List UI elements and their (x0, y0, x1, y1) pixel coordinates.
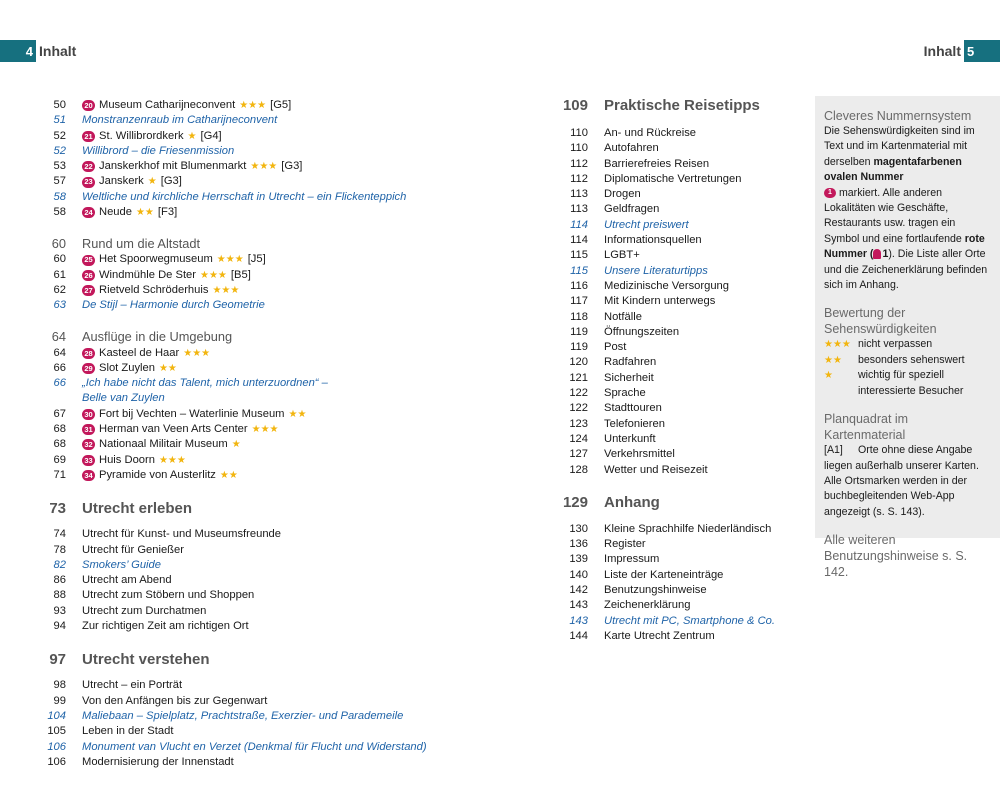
toc-entry-title: Post (604, 341, 627, 354)
rating-stars-icon: ★★ (219, 469, 238, 481)
toc-entry-title: Diplomatische Vertretungen (604, 172, 742, 185)
toc-page-number: 63 (53, 299, 66, 312)
toc-entry-title: Unterkunft (604, 432, 656, 445)
toc-feature-entry[interactable] (40, 558, 480, 573)
toc-page-number: 120 (569, 356, 588, 369)
toc-entry[interactable] (558, 447, 798, 462)
rating-stars-icon: ★★ (824, 354, 842, 366)
toc-entry-title: Verkehrsmittel (604, 448, 675, 461)
toc-entry-title: Medizinische Versorgung (604, 279, 729, 292)
toc-entry[interactable] (40, 422, 480, 437)
rating-stars-icon: ★★★ (251, 424, 279, 436)
toc-page-number: 57 (53, 175, 66, 188)
toc-page-number: 93 (53, 604, 66, 617)
toc-entry[interactable] (558, 355, 798, 370)
toc-entry[interactable] (558, 568, 798, 583)
toc-entry-title: Impressum (604, 553, 660, 566)
toc-entry-title: Utrecht preiswert (604, 218, 689, 231)
toc-entry-title: Register (604, 538, 646, 551)
toc-entry-title: Radfahren (604, 356, 657, 369)
toc-entry-title: Museum Catharijneconvent (99, 99, 236, 111)
rating-legend-row (824, 353, 990, 368)
toc-block-anhang (558, 522, 798, 644)
toc-page-number: 116 (570, 279, 588, 292)
toc-entry-title: Utrecht am Abend (82, 574, 172, 587)
toc-entry-title: Utrecht für Genießer (82, 543, 184, 556)
toc-page-number: 50 (53, 99, 66, 111)
toc-page-number: 123 (569, 417, 588, 430)
toc-entry[interactable] (40, 724, 480, 739)
toc-entry[interactable] (558, 537, 798, 552)
toc-feature-entry[interactable] (40, 709, 480, 724)
toc-page-number: 121 (569, 371, 588, 384)
toc-feature-entry[interactable] (558, 218, 798, 233)
toc-chapter-anhang[interactable]: 129 Anhang (562, 494, 660, 512)
toc-page-number: 58 (53, 206, 66, 219)
toc-entry-title: Wetter und Reisezeit (604, 463, 708, 476)
toc-entry-title: Stadttouren (604, 402, 662, 415)
sight-number-badge: 31 (82, 424, 95, 435)
toc-entry[interactable] (558, 202, 798, 217)
toc-entry-title: Monstranzenraub im Catharijneconvent (82, 114, 278, 127)
toc-entry[interactable] (558, 371, 798, 386)
toc-entry-title: An- und Rückreise (604, 127, 697, 139)
toc-entry[interactable] (558, 432, 798, 447)
toc-entry[interactable] (558, 141, 798, 156)
toc-page-number: 110 (570, 142, 588, 155)
toc-entry-title: Mit Kindern unterwegs (604, 295, 716, 308)
toc-page-number: 110 (570, 127, 588, 139)
toc-entry[interactable] (40, 604, 480, 619)
toc-entry-title: Fort bij Vechten – Waterlinie Museum (99, 407, 285, 420)
rating-stars-icon: ★★★ (216, 254, 244, 266)
toc-entry[interactable] (558, 386, 798, 401)
toc-page-number: 99 (53, 694, 66, 707)
toc-block-rund-um (40, 252, 480, 313)
sight-number-badge: 34 (82, 470, 95, 481)
toc-entry[interactable] (40, 159, 480, 174)
toc-entry[interactable] (40, 755, 480, 770)
map-grid-reference: [F3] (157, 206, 178, 219)
toc-feature-entry[interactable] (40, 144, 480, 159)
toc-entry-title: Sprache (604, 387, 646, 400)
toc-feature-entry[interactable] (40, 376, 480, 391)
toc-entry-title: Monument van Vlucht en Verzet (Denkmal für Flucht und Widerstand) (82, 740, 427, 753)
toc-entry-title: Benutzungshinweise (604, 584, 707, 597)
toc-page-number: 143 (569, 614, 588, 627)
toc-entry[interactable] (40, 527, 480, 542)
rating-stars-icon: ★★ (288, 408, 307, 420)
toc-entry[interactable] (558, 233, 798, 248)
rating-legend-row (824, 368, 990, 399)
toc-entry-title: Modernisierung der Innenstadt (82, 755, 234, 768)
toc-entry[interactable] (40, 283, 480, 298)
sight-number-badge: 33 (82, 455, 95, 466)
toc-entry-title: Herman van Veen Arts Center (99, 423, 248, 436)
toc-page-number: 74 (53, 528, 66, 541)
map-grid-reference: [G3] (160, 175, 182, 188)
map-grid-reference: [G5] (270, 99, 292, 111)
toc-page-number: 106 (47, 740, 66, 753)
toc-entry-title: Zur richtigen Zeit am richtigen Ort (82, 620, 249, 633)
toc-page-number: 117 (570, 295, 588, 308)
toc-entry-title: Utrecht – ein Porträt (82, 679, 183, 692)
toc-entry-title: Von den Anfängen bis zur Gegenwart (82, 694, 268, 707)
toc-block-reisetipps (558, 126, 798, 478)
toc-page-number: 115 (570, 249, 588, 262)
toc-page-number: 52 (53, 129, 66, 142)
toc-page-number: 118 (570, 310, 588, 323)
toc-entry-title: Neude (99, 206, 132, 219)
toc-entry-title: Kasteel de Haar (99, 346, 180, 359)
toc-page-number: 58 (53, 190, 66, 203)
toc-entry-title: Öffnungszeiten (604, 325, 680, 338)
toc-feature-entry[interactable] (40, 113, 480, 128)
map-grid-reference: [B5] (230, 268, 251, 281)
toc-entry-title: Utrecht zum Durchatmen (82, 604, 207, 617)
toc-entry-title: Autofahren (604, 142, 659, 155)
toc-entry-title: Karte Utrecht Zentrum (604, 629, 715, 642)
sight-number-badge: 26 (82, 270, 95, 281)
toc-entry-title: Huis Doorn (99, 453, 155, 466)
toc-entry[interactable] (558, 279, 798, 294)
toc-page-number: 60 (53, 253, 66, 266)
toc-entry[interactable] (40, 588, 480, 603)
toc-page-number: 112 (570, 172, 588, 185)
toc-page-number: 94 (53, 620, 66, 633)
sidebar-note-usage: Alle weiteren Benutzungshinweise s. S. 142. (824, 533, 968, 580)
toc-column-left (40, 98, 480, 770)
toc-entry-title: Leben in der Stadt (82, 725, 174, 738)
sight-number-badge: 21 (82, 131, 95, 142)
toc-page-number: 51 (53, 114, 66, 127)
toc-page-number: 61 (53, 268, 66, 281)
toc-entry[interactable] (558, 417, 798, 432)
toc-page-number: 113 (570, 188, 588, 201)
toc-entry[interactable] (558, 463, 798, 478)
toc-entry[interactable] (558, 310, 798, 325)
toc-entry[interactable] (558, 583, 798, 598)
toc-entry[interactable] (558, 598, 798, 613)
right-page-number: 5 (964, 40, 1000, 62)
toc-entry-title: Rietveld Schröderhuis (99, 283, 209, 296)
rating-stars-icon: ★★ (135, 207, 154, 219)
map-grid-reference: [G4] (200, 129, 222, 142)
toc-entry-title: Kleine Sprachhilfe Niederländisch (604, 522, 772, 535)
toc-page-number: 64 (53, 346, 66, 359)
toc-entry-title: Belle van Zuylen (82, 392, 165, 405)
toc-page-number: 88 (53, 589, 66, 602)
toc-page-number: 71 (53, 468, 66, 481)
toc-page-number: 115 (570, 264, 588, 277)
toc-feature-entry[interactable] (40, 740, 480, 755)
toc-entry-title: LGBT+ (604, 249, 640, 262)
toc-entry[interactable] (558, 340, 798, 355)
toc-entry[interactable] (40, 437, 480, 452)
toc-entry[interactable] (40, 268, 480, 283)
toc-page-number: 86 (53, 574, 66, 587)
toc-entry[interactable] (558, 325, 798, 340)
sight-number-badge: 27 (82, 285, 95, 296)
toc-page-number: 114 (570, 234, 588, 247)
rating-stars-icon: ★★★ (200, 269, 227, 281)
rating-stars-icon: ★★★ (212, 284, 240, 296)
toc-page-number: 128 (569, 463, 588, 476)
toc-entry[interactable] (40, 98, 480, 113)
toc-entry[interactable] (40, 129, 480, 144)
toc-page-number: 127 (569, 448, 588, 461)
rating-stars-icon: ★ (231, 439, 241, 451)
toc-entry[interactable] (558, 248, 798, 263)
toc-entry[interactable] (40, 619, 480, 634)
toc-entry[interactable] (558, 552, 798, 567)
rating-label: besonders sehenswert (858, 353, 965, 366)
toc-entry-title: De Stijl – Harmonie durch Geometrie (82, 299, 265, 312)
toc-entry-title: Weltliche und kirchliche Herrschaft in Utrecht – ein Flickenteppich (82, 190, 407, 203)
toc-entry-title: Maliebaan – Spielplatz, Prachtstraße, Exerzier- und Parademeile (82, 709, 404, 722)
toc-entry-title: Smokers’ Guide (82, 558, 161, 571)
toc-entry[interactable] (558, 629, 798, 644)
sidebar-text-grid: [A1] Orte ohne diese Angabe liegen außerhalb unserer Karten. Alle Ortsmarken werden in der buchbegleitenden Web-App angezeigt (s. S. 143). (824, 444, 979, 518)
toc-entry-title: St. Willibrordkerk (99, 129, 184, 142)
rating-legend-row (824, 337, 990, 352)
toc-entry-title: „Ich habe nicht das Talent, mich unterzuordnen“ – (82, 377, 328, 390)
toc-entry[interactable] (40, 678, 480, 693)
toc-entry-title: Sicherheit (604, 371, 654, 384)
toc-feature-entry[interactable] (40, 190, 480, 205)
toc-entry[interactable] (40, 361, 480, 376)
rating-stars-icon: ★★★ (239, 100, 267, 111)
toc-entry[interactable] (558, 294, 798, 309)
sidebar-heading-grid: Planquadrat im Kartenmaterial (824, 412, 909, 443)
toc-chapter-reisetipps[interactable]: 109 Praktische Reisetipps (562, 96, 760, 114)
sight-number-badge: 28 (82, 348, 95, 359)
sight-number-badge: 32 (82, 439, 95, 450)
magenta-badge-icon: 1 (824, 188, 836, 198)
toc-page-number: 119 (570, 341, 588, 354)
red-marker-icon (873, 249, 881, 259)
sight-number-badge: 30 (82, 409, 95, 420)
toc-block-ausfluege (40, 346, 480, 484)
toc-page-number: 53 (53, 160, 66, 173)
toc-entry[interactable] (40, 573, 480, 588)
toc-entry-title: Willibrord – die Friesenmission (82, 144, 235, 157)
toc-entry[interactable] (40, 252, 480, 267)
toc-page-number: 67 (53, 407, 66, 420)
sight-number-badge: 24 (82, 207, 95, 218)
map-grid-reference: [J5] (247, 253, 266, 266)
toc-entry[interactable] (40, 205, 480, 220)
toc-page-number: 112 (570, 157, 588, 170)
toc-block-verstehen (40, 678, 480, 770)
rating-stars-icon: ★★★ (183, 347, 211, 359)
toc-subheading-rund-um[interactable]: 60 Rund um die Altstadt (51, 235, 201, 251)
toc-page-number: 136 (569, 538, 588, 551)
toc-entry[interactable] (558, 157, 798, 172)
toc-page-number: 82 (53, 558, 66, 571)
toc-page-number: 114 (570, 218, 588, 231)
toc-page-number: 140 (569, 568, 588, 581)
toc-page-number: 122 (569, 387, 588, 400)
rating-stars-icon: ★★★ (250, 161, 278, 173)
map-grid-reference: [G3] (281, 160, 303, 173)
toc-entry-title: Liste der Karteneinträge (604, 568, 724, 581)
sight-number-badge: 23 (82, 177, 95, 188)
toc-block-altstadt (40, 98, 480, 220)
toc-page-number: 78 (53, 543, 66, 556)
toc-entry-title: Janskerk (99, 175, 144, 188)
toc-page-number: 142 (569, 584, 588, 597)
left-page-header (0, 40, 76, 62)
rating-stars-icon: ★★ (158, 362, 177, 374)
toc-entry-title: Informationsquellen (604, 234, 702, 247)
toc-entry[interactable] (558, 126, 798, 141)
toc-entry-title: Het Spoorwegmuseum (99, 253, 213, 266)
toc-entry-title: Barrierefreies Reisen (604, 157, 710, 170)
toc-entry-title: Notfälle (604, 310, 642, 323)
toc-entry-title: Unsere Literaturtipps (604, 264, 708, 277)
toc-page-number: 66 (53, 377, 66, 390)
toc-entry[interactable] (40, 694, 480, 709)
toc-entry[interactable] (558, 522, 798, 537)
toc-page-number: 119 (570, 325, 588, 338)
sight-number-badge: 29 (82, 363, 95, 374)
toc-entry-title: Telefonieren (604, 417, 665, 430)
toc-page-number: 52 (53, 144, 66, 157)
left-page-number: 4 (0, 40, 36, 62)
toc-feature-entry[interactable] (558, 264, 798, 279)
toc-block-erleben (40, 527, 480, 634)
rating-stars-icon: ★★★ (824, 339, 851, 351)
toc-page-number: 62 (53, 283, 66, 296)
toc-entry[interactable] (40, 453, 480, 468)
rating-stars-icon: ★ (824, 370, 833, 382)
toc-entry-title: Utrecht mit PC, Smartphone & Co. (604, 614, 775, 627)
rating-stars-icon: ★ (187, 130, 197, 142)
toc-entry[interactable] (558, 401, 798, 416)
toc-page-number: 98 (53, 679, 66, 692)
rating-label: nicht verpassen (858, 338, 933, 351)
toc-feature-entry[interactable] (40, 298, 480, 313)
right-page-header (924, 40, 1000, 62)
sight-number-badge: 20 (82, 100, 95, 111)
toc-chapter-erleben[interactable]: 73 Utrecht erleben (49, 499, 193, 517)
toc-entry[interactable] (40, 468, 480, 483)
rating-label: wichtig für speziell interessierte Besucher (858, 369, 964, 397)
toc-entry-title: Pyramide von Austerlitz (99, 468, 216, 481)
toc-page-number: 104 (47, 709, 66, 722)
toc-page-number: 68 (53, 438, 66, 451)
toc-feature-entry[interactable] (40, 391, 480, 406)
sidebar-heading-numbers: Cleveres Nummernsystem (824, 109, 972, 123)
toc-page-number: 69 (53, 453, 66, 466)
toc-entry-title: Drogen (604, 188, 641, 201)
toc-entry[interactable] (40, 346, 480, 361)
toc-page-number: 68 (53, 423, 66, 436)
toc-page-number: 66 (53, 361, 66, 374)
sidebar-text-numbers: Die Sehenswürdigkeiten sind im Text und im Kartenmaterial mit derselben magentafarbenen ovalen Nummer 1 markiert. Alle anderen Lokalitäten wie Geschäfte, Restaurants usw. tragen ein Symbol und eine fortlaufende rote Nummer ( 1). Die Liste aller Orte und die Zeichenerklärung befinden sich im Anhang. (824, 125, 988, 292)
toc-entry-title: Zeichenerklärung (604, 599, 691, 612)
right-page-title: Inhalt (923, 43, 961, 59)
toc-page-number: 144 (569, 629, 588, 642)
toc-page-number: 105 (47, 725, 66, 738)
toc-entry-title: Geldfragen (604, 203, 660, 216)
toc-entry-title: Utrecht zum Stöbern und Shoppen (82, 589, 255, 602)
toc-entry[interactable] (558, 187, 798, 202)
sight-number-badge: 22 (82, 161, 95, 172)
info-sidebar (815, 96, 1000, 580)
toc-entry-title: Slot Zuylen (99, 361, 155, 374)
rating-legend (824, 337, 990, 399)
toc-entry-title: Nationaal Militair Museum (99, 438, 228, 451)
toc-chapter-verstehen[interactable]: 97 Utrecht verstehen (49, 650, 210, 668)
rating-stars-icon: ★ (147, 176, 157, 188)
toc-page-number: 139 (569, 553, 588, 566)
toc-entry[interactable] (40, 174, 480, 189)
toc-page-number: 124 (569, 432, 588, 445)
toc-entry[interactable] (40, 543, 480, 558)
toc-feature-entry[interactable] (558, 614, 798, 629)
toc-column-right (558, 98, 798, 644)
toc-page-number: 113 (570, 203, 588, 216)
toc-entry[interactable] (558, 172, 798, 187)
sidebar-heading-rating: Bewertung der Sehenswürdigkeiten (824, 306, 937, 337)
toc-entry[interactable] (40, 407, 480, 422)
toc-page-number: 122 (569, 402, 588, 415)
toc-page-number: 106 (47, 755, 66, 768)
toc-subheading-ausfluege[interactable]: 64 Ausflüge in die Umgebung (51, 329, 233, 345)
toc-entry-title: Utrecht für Kunst- und Museumsfreunde (82, 528, 281, 541)
left-page-title: Inhalt (39, 43, 77, 59)
toc-page-number: 130 (569, 522, 588, 535)
sight-number-badge: 25 (82, 255, 95, 266)
toc-page-number: 143 (569, 599, 588, 612)
toc-entry-title: Windmühle De Ster (99, 268, 196, 281)
toc-entry-title: Janskerkhof mit Blumenmarkt (99, 160, 247, 173)
rating-stars-icon: ★★★ (158, 454, 186, 466)
